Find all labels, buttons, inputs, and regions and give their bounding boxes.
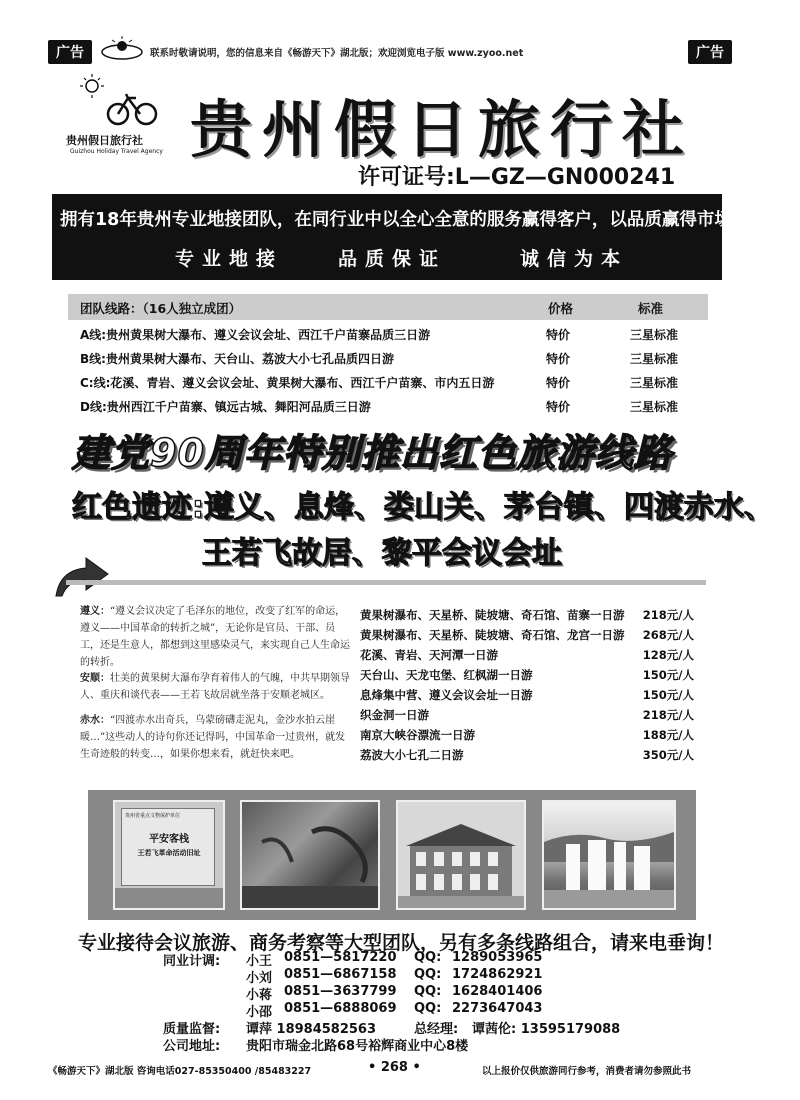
day-trip-name: 天台山、天龙屯堡、红枫湖一日游 — [360, 668, 533, 682]
day-trip-name: 南京大峡谷漂流一日游 — [360, 728, 475, 742]
route-standard: 三星标准 — [630, 376, 679, 390]
agent-qq: 1724862921 — [452, 967, 543, 982]
logo-name-en: Guizhou Holiday Travel Agency — [70, 148, 163, 155]
route-standard: 三星标准 — [630, 352, 679, 366]
routes-header-standard: 标准 — [638, 301, 664, 316]
agent-qq: 2273647043 — [452, 1001, 543, 1016]
building-icon — [398, 802, 524, 908]
curved-arrow-icon — [52, 556, 112, 600]
routes-header-name: 团队线路：（16人独立成团） — [80, 301, 242, 316]
photo-zunyi-meeting-site — [396, 800, 526, 910]
photo-huangguoshu-waterfall — [542, 800, 676, 910]
day-trip-name: 息烽集中营、遵义会议会址一日游 — [360, 688, 533, 702]
day-trip-price: 218元/人 — [642, 608, 694, 622]
sign-top-text: 贵州省重点文物保护单位 — [125, 813, 181, 819]
agency-title: 贵州假日旅行社 — [190, 93, 695, 166]
label-booking: 同业计调: — [163, 954, 221, 969]
sign-line-1: 平安客栈 — [149, 834, 189, 845]
day-trip-price: 150元/人 — [642, 668, 694, 682]
agent-name: 小刘 — [246, 971, 273, 986]
footer-left: 《畅游天下》湖北版 咨询电话027-85350400 /85483227 — [48, 1066, 312, 1077]
photo-loushan-pass-carving — [240, 800, 380, 910]
sign-line-2: 王若飞革命活动旧址 — [137, 848, 201, 857]
ad-tag-right: 广告 — [688, 40, 732, 64]
red-sites-line-1: 红色遗迹:遵义、息烽、娄山关、茅台镇、四渡赤水、 — [72, 490, 774, 525]
agent-qq: 1628401406 — [452, 984, 543, 999]
note-text: 壮美的黄果树大瀑布孕育着伟人的气魄，中共早期领导人、重庆和谈代表——王若飞故居就坐落于安顺老城区。 — [80, 673, 350, 701]
qq-label: QQ: — [414, 967, 442, 982]
publication-logo-icon — [100, 36, 144, 62]
day-trip-name: 织金洞一日游 — [360, 708, 429, 722]
red-sites-line-2: 王若飞故居、黎平会议会址 — [202, 536, 562, 571]
agent-phone: 0851—3637799 — [284, 984, 397, 999]
waterfall-icon — [544, 802, 674, 908]
agent-name: 小蒋 — [246, 988, 273, 1003]
note-text: “四渡赤水出奇兵，乌蒙磅礴走泥丸，金沙水拍云崖暖…”这些动人的诗句你还记得吗，中国革命一过贵州，就发生奇迹般的转变…，如果你想来看，就赶快来吧。 — [80, 715, 346, 760]
day-trip-price: 218元/人 — [642, 708, 694, 722]
route-name: A线:贵州黄果树大瀑布、遵义会议会址、西江千户苗寨品质三日游 — [80, 328, 431, 342]
agent-phone: 0851—6867158 — [284, 967, 397, 982]
general-manager: 谭茜伦: 13595179088 — [472, 1022, 621, 1037]
day-trip-price: 150元/人 — [642, 688, 694, 702]
route-price: 特价 — [546, 376, 571, 390]
day-trip-name: 黄果树瀑布、天星桥、陡坡塘、奇石馆、龙宫一日游 — [360, 628, 625, 642]
slogan-item: 诚信为本 — [520, 248, 629, 270]
logo-name-cn: 贵州假日旅行社 — [66, 134, 143, 147]
day-trip-price: 268元/人 — [642, 628, 694, 642]
agent-name: 小邵 — [246, 1005, 273, 1020]
day-trip-price: 188元/人 — [642, 728, 694, 742]
day-trip-name: 花溪、青岩、天河潭一日游 — [360, 648, 498, 662]
footer-right: 以上报价仅供旅游同行参考，消费者请勿参照此书 — [482, 1066, 692, 1077]
company-address: 贵阳市瑞金北路68号裕辉商业中心8楼 — [246, 1039, 469, 1054]
route-standard: 三星标准 — [630, 400, 679, 414]
photo-wangruofei-residence — [113, 800, 225, 910]
note-place: 遵义： — [80, 606, 110, 617]
qq-label: QQ: — [414, 984, 442, 999]
agent-qq: 1289053965 — [452, 950, 543, 965]
page-number: • 268 • — [368, 1060, 421, 1075]
red-tour-banner: 建党90周年特别推出红色旅游线路 — [72, 431, 673, 475]
route-name: B线:贵州黄果树大瀑布、天台山、荔波大小七孔品质四日游 — [80, 352, 394, 366]
note-zunyi — [80, 603, 352, 671]
day-trip-price: 350元/人 — [642, 748, 694, 762]
page-number-value: 268 — [380, 1060, 408, 1075]
note-anshun — [80, 670, 352, 704]
note-place: 安顺： — [80, 673, 110, 684]
slogan-item: 品质保证 — [338, 248, 447, 270]
label-gm: 总经理: — [414, 1022, 459, 1037]
slogan-line: 拥有18年贵州专业地接团队，在同行业中以全心全意的服务赢得客户，以品质赢得市场！ — [60, 210, 750, 230]
route-price: 特价 — [546, 352, 571, 366]
day-trip-price: 128元/人 — [642, 648, 694, 662]
agent-phone: 0851—6888069 — [284, 1001, 397, 1016]
route-price: 特价 — [546, 328, 571, 342]
day-trip-name: 黄果树瀑布、天星桥、陡坡塘、奇石馆、苗寨一日游 — [360, 608, 625, 622]
license-number: 许可证号:L—GZ—GN000241 — [358, 165, 676, 190]
note-text: “遵义会议决定了毛泽东的地位，改变了红军的命运，遵义——中国革命的转折之城”，无论你是官员、干部、员工，还是生意人，都想到这里感染灵气，来实现自己人生命运的转折。 — [80, 606, 350, 668]
qq-label: QQ: — [414, 950, 442, 965]
label-quality: 质量监督: — [163, 1022, 221, 1037]
routes-header-price: 价格 — [548, 301, 574, 316]
agency-logo-icon — [70, 72, 170, 134]
route-name: C:线:花溪、青岩、遵义会议会址、黄果树大瀑布、西江千户苗寨、市内五日游 — [80, 376, 495, 390]
route-price: 特价 — [546, 400, 571, 414]
agent-phone: 0851—5817220 — [284, 950, 397, 965]
quality-supervisor: 谭萍 18984582563 — [246, 1022, 377, 1037]
header-notice: 联系时敬请说明，您的信息来自《畅游天下》湖北版；欢迎浏览电子版 www.zyoo.net — [150, 48, 524, 59]
cliff-carving-icon — [242, 802, 378, 908]
label-address: 公司地址: — [163, 1039, 221, 1054]
agent-name: 小王 — [246, 954, 273, 969]
tagline: 专业接待会议旅游、商务考察等大型团队，另有多条线路组合，请来电垂询！ — [78, 932, 725, 954]
day-trip-name: 荔波大小七孔二日游 — [360, 748, 464, 762]
slogan-item: 专业地接 — [175, 248, 284, 270]
note-chishui — [80, 712, 352, 763]
qq-label: QQ: — [414, 1001, 442, 1016]
route-standard: 三星标准 — [630, 328, 679, 342]
section-divider — [66, 580, 706, 585]
note-place: 赤水： — [80, 715, 110, 726]
route-name: D线:贵州西江千户苗寨、镇远古城、舞阳河品质三日游 — [80, 400, 371, 414]
ad-tag-left: 广告 — [48, 40, 92, 64]
